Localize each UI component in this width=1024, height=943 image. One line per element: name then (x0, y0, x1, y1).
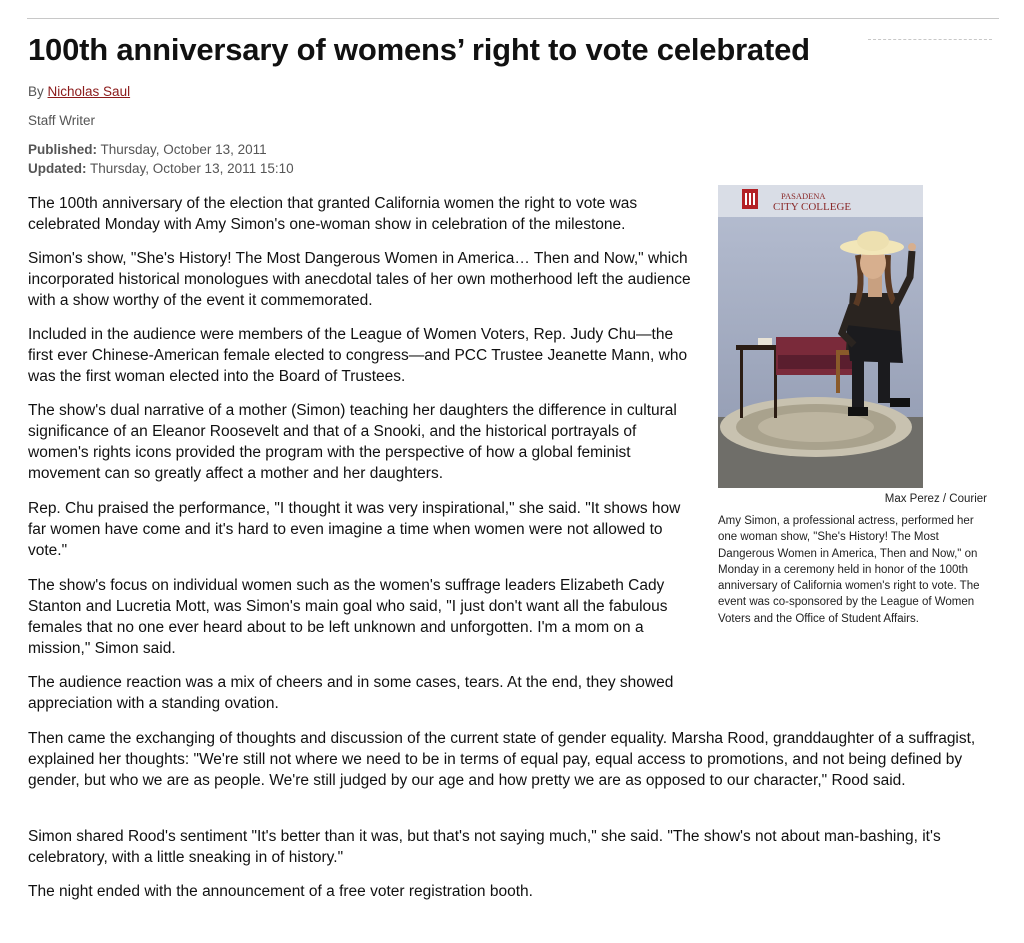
article-paragraph: The night ended with the announcement of a free voter registration booth. (28, 883, 533, 900)
photo-credit: Max Perez / Courier (884, 493, 987, 505)
article-paragraph: Simon's show, "She's History! The Most Dangerous Women in America… Then and Now," which incorporated historical monologues with anecdotal tales of her own motherhood left the audience with a show worthy of the event it commemorated. (28, 250, 691, 309)
article-paragraph: Then came the exchanging of thoughts and discussion of the current state of gender equality. Marsha Rood, granddaughter of a suffragist, explained her thoughts: "We're still not where we need to be in terms of equal pay, equal access to promotions, and not being defined by gender, but who we are as people. We're still judged by our age and how pretty we are as opposed to our character," Rood said. (28, 730, 976, 789)
banner-text-line2: CITY COLLEGE (773, 201, 852, 213)
top-divider (27, 18, 999, 19)
published-line (28, 142, 267, 157)
banner-text-line1: PASADENA (781, 191, 826, 201)
author-link[interactable]: Nicholas Saul (47, 84, 131, 99)
byline (28, 84, 130, 99)
article-paragraph: The show's dual narrative of a mother (Simon) teaching her daughters the difference in cultural significance of an Eleanor Roosevelt and that of a Snooki, and the historical portrayals of women's rights icons provided the program with the perspective of how a global feminist movement can so greatly affect a mother and her daughters. (28, 402, 677, 482)
published-label: Published: (28, 142, 98, 157)
author-role: Staff Writer (28, 113, 96, 128)
published-date: Thursday, October 13, 2011 (100, 142, 267, 157)
article-paragraph: Included in the audience were members of the League of Women Voters, Rep. Judy Chu—the first ever Chinese-American female elected to congress—and PCC Trustee Jeanette Mann, who was the first woman elected into the Board of Trustees. (28, 326, 688, 385)
performer-photo-illustration (718, 185, 923, 488)
article-paragraph: The show's focus on individual women such as the women's suffrage leaders Elizabeth Cady Stanton and Lucretia Mott, was Simon's main goal who said, "I just don't want all the fabulous females that no one ever heard about to be left unknown and unforgotten. I'm a mom on a mission," Simon said. (28, 577, 668, 657)
updated-line (28, 161, 294, 176)
photo-caption: Amy Simon, a professional actress, performed her one woman show, "She's History! The Most Dangerous Women in America, Then and Now," on Monday in a ceremony held in honor of the 100th anniversary of California women's right to vote. The event was co-sponsored by the League of Women Voters and the Office of Student Affairs. (718, 515, 980, 625)
article-paragraph: The audience reaction was a mix of cheers and in some cases, tears. At the end, they showed appreciation with a standing ovation. (28, 674, 674, 712)
article-paragraph: The 100th anniversary of the election that granted California women the right to vote was celebrated Monday with Amy Simon's one-woman show in celebration of the milestone. (28, 195, 638, 233)
article-headline: 100th anniversary of womens’ right to vote celebrated (28, 32, 810, 67)
top-divider-dashes (868, 39, 992, 40)
byline-prefix: By (28, 84, 44, 99)
updated-date: Thursday, October 13, 2011 15:10 (90, 161, 294, 176)
article-paragraph: Rep. Chu praised the performance, "I thought it was very inspirational," she said. "It shows how far women have come and it's hard to even imagine a time when women were not allowed to vote." (28, 500, 681, 559)
updated-label: Updated: (28, 161, 87, 176)
article-photo (718, 185, 923, 488)
article-paragraph: Simon shared Rood's sentiment "It's better than it was, but that's not saying much," she said. "The show's not about man-bashing, it's celebratory, with a little sneaking in of history." (28, 828, 941, 866)
